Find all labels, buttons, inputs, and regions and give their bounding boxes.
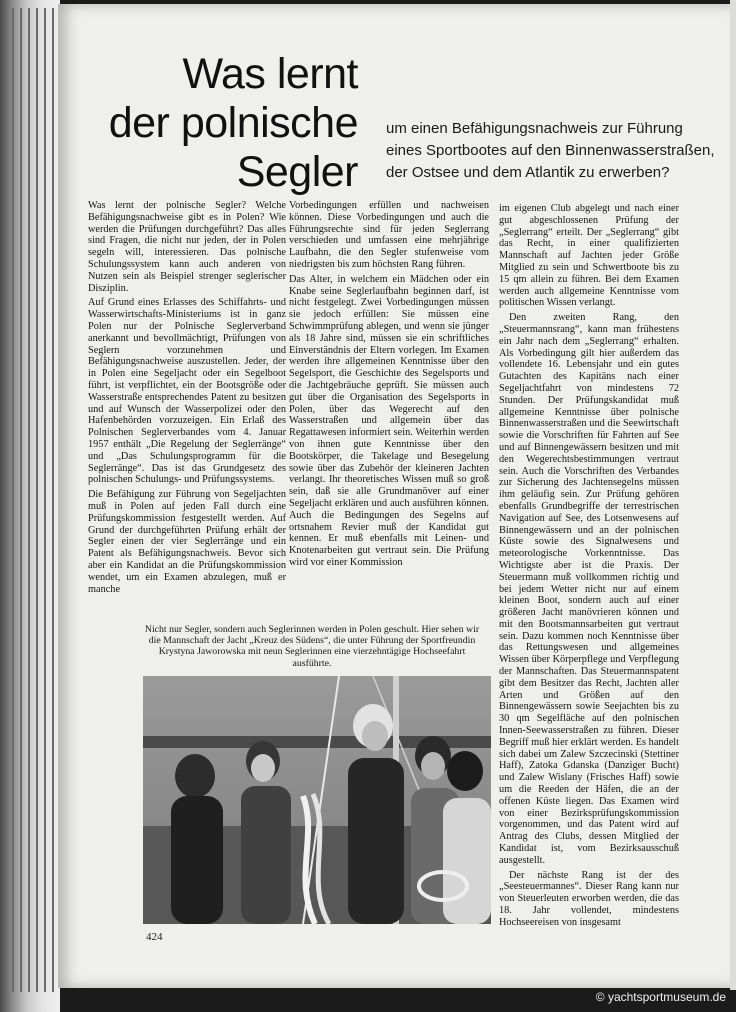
- paragraph: Was lernt der polnische Segler? Welche Befähigungsnachweise gibt es in Polen? Wie werden die Prüfungen durchgeführt? Das alles sind Fragen, die nicht nur jeden, der in Polen segeln will, interessieren. Das polnische Schulungssystem kann auch anderen von Nutzen sein als Beispiel strenger seglerischer Disziplin.: [88, 200, 286, 294]
- article-column-2: [289, 200, 489, 572]
- page-edge: [730, 0, 736, 990]
- copyright-credit: © yachtsportmuseum.de: [595, 990, 726, 1004]
- headline-line-2: der polnische: [108, 99, 358, 147]
- paragraph: Die Befähigung zur Führung von Segeljachten muß in Polen auf jeden Fall durch eine Prüfungskommission festgestellt werden. Auf Grund der durchgeführten Prüfung erhält der Segler einen der vier Seglerränge und ein Patent als Befähigungsnachweis. Bevor sich aber ein Kandidat an die Prüfungskommission wendet, um ein Examen abzulegen, muß er manche: [88, 489, 286, 595]
- page-number: 424: [146, 931, 163, 943]
- article-column-3: [499, 203, 679, 932]
- paragraph: Auf Grund eines Erlasses des Schiffahrts- und Wasserwirtschafts-Ministeriums ist in ganz Polen nur der Polnische Seglerverband anerkannt und bevollmächtigt, Prüfungen von Seglern vorzunehmen und Befähigungsnachweise auszustellen. Jeder, der in Polen eine Segeljacht oder ein Segelboot führt, ist verpflichtet, ein der Bootsgröße oder Wasserstraße entsprechendes Patent zu besitzen und auf Wunsch der Wasserpolizei oder den Hafenbehörden vorzuzeigen. Ein Erlaß des Polnischen Seglerverbandes vom 4. Januar 1957 enthält „Die Regelung der Seglerränge“ und „Das Schulungsprogramm für die Seglerränge“. Das ist das Grundgesetz des polnischen Schulungs- und Prüfungssystems.: [88, 297, 286, 486]
- headline-line-3: Segler: [236, 148, 358, 196]
- paragraph: im eigenen Club abgelegt und nach einer gut abgeschlossenen Prüfung der „Seglerrang“ erteilt. Der „Seglerrang“ gibt das Recht, in einer qualifizierten Mannschaft auf Jachten jeder Größe Mitglied zu sein und Schwertboote bis zu 15 qm allein zu führen. Bei dem Examen werden auch allgemeine Kenntnisse vom politischen Wissen verlangt.: [499, 203, 679, 309]
- subheadline-line-2: eines Sportbootes auf den Binnenwasserstraßen,: [386, 142, 715, 159]
- paragraph: Das Alter, in welchem ein Mädchen oder ein Knabe seine Seglerlaufbahn beginnen darf, ist nicht festgelegt. Zwei Vorbedingungen müssen sie jedoch erfüllen: Sie müssen eine Schwimmprüfung ablegen, und wenn sie jünger als 18 Jahre sind, müssen sie ein schriftliches Einverständnis der Eltern vorlegen. Im Examen werden ihre allgemeinen Kenntnisse über den Segelsport, die Geschichte des Segelsports und die Jachtgebräuche geprüft. Sie müssen auch gut über die Organisation des Segelsports in Polen, über das Wegerecht auf den Wasserstraßen und allgemein über das Regattawesen informiert sein. Weiterhin werden von ihnen gute Kenntnisse über den Bootskörper, die Takelage und Besegelung sowie über das Zubehör der kleineren Jachten verlangt. Ihr theoretisches Wissen muß so groß sein, daß sie alle Grundmanöver auf einer Segeljacht erklären und auch ausführen können. Auch die Bedingungen des Segelns auf ortsnahem Revier muß der Kandidat gut kennen. Er muß ebenfalls mit Leinen- und Knotenarbeiten gut vertraut sein. Die Prüfung wird vor einer Kommission: [289, 273, 489, 568]
- subheadline: [386, 118, 715, 184]
- subheadline-line-1: um einen Befähigungsnachweis zur Führung: [386, 120, 683, 137]
- crew-photo: [143, 676, 491, 924]
- paragraph: Der nächste Rang ist der des „Seesteuermannes“. Dieser Rang kann nur von Steuerleuten erworben werden, die das 18. Jahr vollendet, mindestens Hochseereisen von insgesamt: [499, 869, 679, 928]
- book-binding: [0, 0, 60, 1012]
- headline: [58, 50, 358, 197]
- paragraph: Vorbedingungen erfüllen und nachweisen können. Diese Vorbedingungen und auch die Führungsrechte sind für jeden Seglerrang verschieden und umfassen eine mehrjährige Laufbahn, die den Segler stufenweise vom niedrigsten bis zum höchsten Rang führen.: [289, 200, 489, 270]
- article-column-1: [88, 200, 286, 598]
- headline-line-1: Was lernt: [182, 50, 358, 98]
- subheadline-line-3: der Ostsee und dem Atlantik zu erwerben?: [386, 164, 670, 181]
- paragraph: Den zweiten Rang, den „Steuermannsrang“, kann man frühestens ein Jahr nach dem „Seglerrang“ erhalten. Als Vorbedingung gilt hier außerdem das vollendete 16. Lebensjahr und ein gutes Gutachten des Kapitäns nach einer Segeljachtfahrt von mindestens 72 Stunden. Der Prüfungskandidat muß allgemeine Kenntnisse über polnische Binnenwasserstraßen und die Seewirtschaft sowie die Vorschriften für Fahrten auf See und auf Binnengewässern besitzen und mit den Wegerechtsbestimmungen vertraut sein. Auch die Vorschriften des Verbandes zur Sicherung des Jachtensegelns müssen ihm geläufig sein. Zur Prüfung gehören ebenfalls Grundbegriffe der terrestrischen Navigation auf See, des Lotsenwesens auf Binnengewässern und an der polnischen Küste sowie des Signalwesens und meteorologische Vorkenntnisse. Das Wichtigste aber ist die Praxis. Der Steuermann muß vollkommen richtig und bei jedem Wetter nicht nur auf einem kleinen Boot, sondern auch auf einer größeren Jacht manövrieren können und mit den Bootsmannsarbeiten gut vertraut sein. Dazu kommen noch Kenntnisse über das Rettungswesen und allgemeines Wissen über Körperpflege und Verpflegung der Mannschaften. Das Steuermannspatent gibt dem Besitzer das Recht, Jachten aller Arten und Größen auf den Binnengewässern sowie Seejachten bis zu 30 qm Segelfläche auf den polnischen Innen-Seewasserstraßen zu führen. Dieser Begriff muß hier erklärt werden. Es handelt sich dabei um Zalew Szczecinski (Stettiner Haff), Zatoka Gdanska (Danziger Bucht) und Zalew Wislany (Frisches Haff) sowie um die Reeden der Häfen, die an der offenen Küste liegen. Das Examen wird von einer Bezirksprüfungskommission vorgenommen, und das Patent wird auf Antrag des Clubs, dessen Mitglied der Kandidat ist, vom Bezirksausschuß ausgestellt.: [499, 312, 679, 866]
- photo-caption: Nicht nur Segler, sondern auch Seglerinnen werden in Polen geschult. Hier sehen wir die Mannschaft der Jacht „Kreuz des Südens“, die unter Führung der Sportfreundin Krystyna Jaworowska mit neun Seglerinnen eine vierzehntägige Hochseefahrt ausführte.: [144, 624, 480, 669]
